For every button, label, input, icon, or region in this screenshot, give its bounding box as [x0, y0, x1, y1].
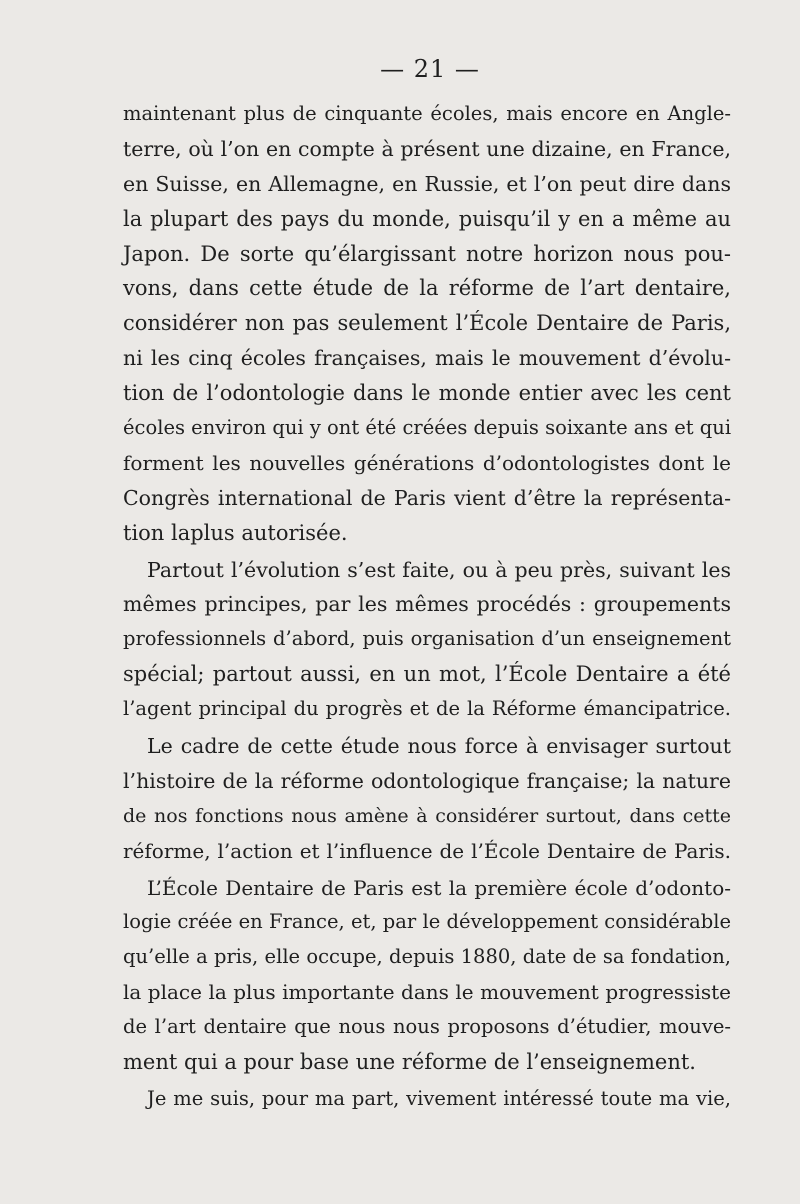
text-line: terre, où l’on en compte à présent une dizaine, en France, — [123, 136, 731, 161]
body-text — [123, 97, 731, 1117]
text-line: professionnels d’abord, puis organisation d’un enseignement — [123, 627, 731, 651]
text-line: tion de l’odontologie dans le monde entier avec les cent — [123, 381, 731, 406]
text-line: la plupart des pays du monde, puisqu’il y en a même au — [123, 206, 731, 231]
text-line: l’histoire de la réforme odontologique française; la nature — [123, 768, 731, 793]
paragraph — [123, 871, 731, 1080]
text-line: logie créée en France, et, par le développement considérable — [123, 910, 731, 934]
text-line: Partout l’évolution s’est faite, ou à peu près, suivant les — [147, 557, 731, 582]
text-line: forment les nouvelles générations d’odontologistes dont le — [123, 450, 731, 475]
text-line: maintenant plus de cinquante écoles, mais encore en Angle- — [123, 102, 731, 125]
text-line: vons, dans cette étude de la réforme de l’art dentaire, — [123, 276, 731, 301]
text-line: de nos fonctions nous amène à considérer surtout, dans cette — [123, 804, 731, 827]
text-line: L’École Dentaire de Paris est la première école d’odonto- — [147, 875, 731, 900]
text-line: l’agent principal du progrès et de la Réforme émancipatrice. — [123, 697, 731, 721]
text-line: de l’art dentaire que nous nous proposons d’étudier, mouve- — [123, 1015, 731, 1039]
paragraph — [123, 729, 731, 869]
text-line: spécial; partout aussi, en un mot, l’École Dentaire a été — [123, 662, 731, 687]
paragraph — [123, 553, 731, 727]
text-line: ment qui a pour base une réforme de l’enseignement. — [123, 1050, 696, 1075]
text-line: mêmes principes, par les mêmes procédés : groupements — [123, 592, 731, 617]
text-line: qu’elle a pris, elle occupe, depuis 1880, date de sa fondation, — [123, 945, 731, 969]
text-line: Japon. De sorte qu’élargissant notre horizon nous pou- — [123, 241, 731, 266]
text-line: Je me suis, pour ma part, vivement intéressé toute ma vie, — [147, 1086, 731, 1110]
text-line: en Suisse, en Allemagne, en Russie, et l’on peut dire dans — [123, 171, 731, 196]
text-line: écoles environ qui y ont été créées depuis soixante ans et qui — [123, 416, 732, 440]
text-line: Congrès international de Paris vient d’être la représenta- — [123, 485, 731, 510]
text-line: tion laplus autorisée. — [123, 520, 348, 545]
paragraph — [123, 97, 731, 551]
text-line: ni les cinq écoles françaises, mais le mouvement d’évolu- — [123, 346, 731, 371]
text-line: considérer non pas seulement l’École Dentaire de Paris, — [123, 311, 731, 336]
page-number: — 21 — — [380, 55, 480, 83]
paragraph — [123, 1082, 731, 1117]
text-line: la place la plus importante dans le mouvement progressiste — [123, 980, 731, 1005]
text-line: Le cadre de cette étude nous force à envisager surtout — [147, 734, 731, 759]
text-line: réforme, l’action et l’influence de l’École Dentaire de Paris. — [123, 838, 731, 863]
